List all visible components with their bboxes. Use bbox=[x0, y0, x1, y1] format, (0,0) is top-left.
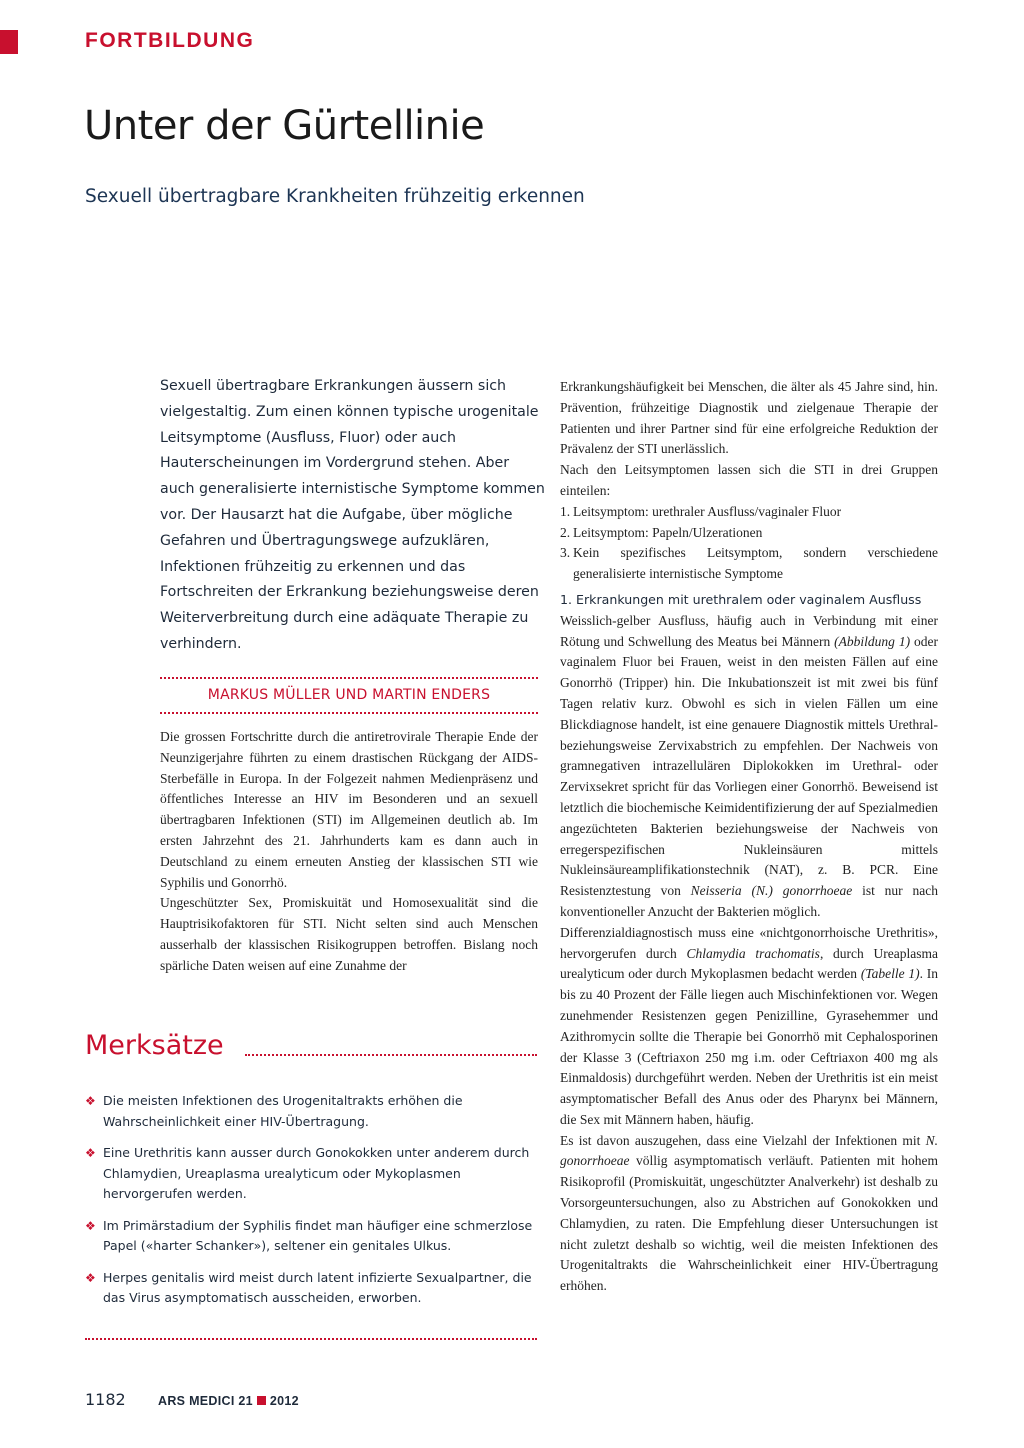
merksatz-text: Im Primärstadium der Syphilis findet man häufiger eine schmerzlose Papel («harter Schanker»), seltener ein genitales Ulkus. bbox=[103, 1217, 533, 1253]
symptom-group-item: 2. Leitsymptom: Papeln/Ulzerationen bbox=[560, 524, 763, 540]
merksaetze-list bbox=[85, 1091, 540, 1320]
species-name: Chlamydia trachomatis bbox=[686, 945, 820, 961]
authors-divider-top bbox=[160, 677, 538, 679]
body-paragraph: Ungeschützter Sex, Promiskuität und Homosexualität sind die Hauptrisikofaktoren für STI. Nicht selten sind auch Menschen ausserhalb der klassischen Risikogruppen betroffen. Bislang noch spärliche Daten weisen auf eine Zunahme der bbox=[160, 895, 538, 973]
body-paragraph: Erkrankungshäufigkeit bei Menschen, die älter als 45 Jahre sind, hin. Prävention, frühzeitige Diagnostik und zielgenaue Therapie der Patienten und ihrer Partner sind für eine erfolgreiche Reduktion der Prävalenz der STI unerlässlich. bbox=[560, 379, 938, 457]
section-color-marker bbox=[0, 30, 18, 54]
page-number: 1182 bbox=[85, 1390, 126, 1409]
body-paragraph: Die grossen Fortschritte durch die antiretrovirale Therapie Ende der Neunzigerjahre führten zu einem drastischen Rückgang der AIDS-Sterbefälle in Europa. In der Folgezeit nahmen Medienpräsenz und öffentliches Interesse an HIV im Besonderen und an sexuell übertragbaren Infektionen (STI) im Allgemeinen deutlich ab. Im ersten Jahrzehnt des 21. Jahrhunderts kam es dann auch in Deutschland zu einem erneuten Anstieg der klassischen STI wie Syphilis und Gonorrhö. bbox=[160, 729, 538, 890]
article-title: Unter der Gürtellinie bbox=[84, 103, 485, 149]
diamond-bullet-icon: ❖ bbox=[85, 1218, 96, 1233]
merksaetze-title-dots bbox=[245, 1054, 537, 1056]
merksatz-item bbox=[85, 1143, 540, 1205]
body-paragraph: Nach den Leitsymptomen lassen sich die STI in drei Gruppen einteilen: bbox=[560, 462, 938, 498]
authors-divider-bottom bbox=[160, 712, 538, 714]
article-authors: MARKUS MÜLLER UND MARTIN ENDERS bbox=[207, 687, 491, 703]
symptom-groups-list bbox=[560, 502, 938, 585]
body-paragraph: Weisslich-gelber Ausfluss, häufig auch in Verbindung mit einer Rötung und Schwellung des Meatus bei Männern (Abbildung 1) oder vaginalem Fluor bei Frauen, weist in den meisten Fällen auf eine Gonorrhö (Tripper) hin. Die Inkubationszeit ist mit zwei bis fünf Tagen relativ kurz. Obwohl es sich in vielen Fällen um eine Blickdiagnose handelt, ist eine genauere Diagnostik mittels Urethral- beziehungsweise Zervixabstrich zu empfehlen. Der Nachweis von gramnegativen intrazellulären Diplokokken im Urethral- oder Zervixsekret spricht für das Vorliegen einer Gonorrhö. Beweisend ist letztlich die biochemische Keimidentifizierung der auf Spezialmedien angezüchteten Bakterien beziehungsweise der Nachweis von erregerspezifischen Nukleinsäuren mittels Nukleinsäureamplifikationstechnik (NAT), z. B. PCR. Eine Resistenztestung von Neisseria (N.) gonorrhoeae ist nur nach konventioneller Anzucht der Bakterien möglich. bbox=[560, 612, 938, 919]
diamond-bullet-icon: ❖ bbox=[85, 1146, 96, 1160]
symptom-group-item: 1. Leitsymptom: urethraler Ausfluss/vaginaler Fluor bbox=[560, 503, 842, 519]
merksatz-item bbox=[85, 1216, 540, 1257]
section-label: FORTBILDUNG bbox=[85, 29, 255, 52]
merksaetze-divider-bottom bbox=[85, 1338, 537, 1340]
square-separator-icon bbox=[257, 1396, 266, 1405]
merksatz-item bbox=[85, 1091, 540, 1132]
diamond-bullet-icon: ❖ bbox=[85, 1270, 96, 1285]
species-name: N. gonorrhoeae bbox=[560, 1132, 938, 1169]
journal-footer bbox=[158, 1394, 299, 1408]
figure-reference: (Abbildung 1) bbox=[834, 633, 911, 649]
merksatz-text: Herpes genitalis wird meist durch latent infizierte Sexualpartner, die das Virus asymptomatisch ausscheiden, erworben. bbox=[103, 1269, 532, 1305]
diamond-bullet-icon: ❖ bbox=[85, 1094, 96, 1108]
merksaetze-title: Merksätze bbox=[85, 1030, 224, 1061]
journal-year: 2012 bbox=[269, 1394, 299, 1408]
article-subtitle: Sexuell übertragbare Krankheiten frühzeitig erkennen bbox=[85, 186, 585, 207]
merksatz-text: Eine Urethritis kann ausser durch Gonokokken unter anderem durch Chlamydien, Ureaplasma urealyticum oder Mykoplasmen hervorgerufen werden. bbox=[103, 1145, 530, 1201]
merksatz-text: Die meisten Infektionen des Urogenitaltrakts erhöhen die Wahrscheinlichkeit einer HIV-Übertragung. bbox=[103, 1093, 463, 1129]
section-heading: 1. Erkrankungen mit urethralem oder vaginalem Ausfluss bbox=[560, 591, 922, 607]
body-column-left bbox=[160, 727, 538, 977]
article-lead: Sexuell übertragbare Erkrankungen äussern sich vielgestaltig. Zum einen können typische urogenitale Leitsymptome (Ausfluss, Fluor) oder auch Hauterscheinungen im Vordergrund stehen. Aber auch generalisierte internistische Symptome kommen vor. Der Hausarzt hat die Aufgabe, über mögliche Gefahren und Übertragungswege aufzuklären, Infektionen frühzeitig zu erkennen und das Fortschreiten der Erkrankung beziehungsweise deren Weiterverbreitung durch eine adäquate Therapie zu verhindern. bbox=[160, 378, 545, 652]
merksatz-item bbox=[85, 1268, 540, 1309]
symptom-group-item: 3. Kein spezifisches Leitsymptom, sondern verschiedene generalisierte internistische Symptome bbox=[560, 545, 938, 582]
body-paragraph: Es ist davon auszugehen, dass eine Vielzahl der Infektionen mit N. gonorrhoeae völlig asymptomatisch verläuft. Patienten mit hohem Risikoprofil (Promiskuität, ungeschützter Analverkehr) ist deshalb zu Vorsorgeuntersuchungen, also zu Abstrichen auf Gonokokken und Chlamydien, zu raten. Die Empfehlung dieser Untersuchungen ist nicht zuletzt deshalb so wichtig, weil die meisten Infektionen des Urogenitaltrakts die Wahrscheinlichkeit einer HIV-Übertragung erhöhen. bbox=[560, 1132, 938, 1294]
journal-name: ARS MEDICI 21 bbox=[158, 1394, 253, 1408]
table-reference: (Tabelle 1) bbox=[860, 966, 920, 982]
species-name: Neisseria (N.) gonorrhoeae bbox=[690, 883, 853, 899]
body-paragraph: Differenzialdiagnostisch muss eine «nichtgonorrhoische Urethritis», hervorgerufen durch Chlamydia trachomatis, durch Ureaplasma urealyticum oder durch Mykoplasmen bedacht werden (Tabelle 1). In bis zu 40 Prozent der Fälle liegen auch Mischinfektionen vor. Wegen zunehmender Resistenzen gegen Penizilline, Gyrasehemmer und Azithromycin sollte die Therapie bei Gonorrhö mit Cephalosporinen der Klasse 3 (Ceftriaxon 250 mg i.m. oder Ceftriaxon 400 mg als Einmaldosis) durchgeführt werden. Neben der Urethritis ist ein meist asymptomatischer Befall des Anus oder des Pharynx bei Männern, die Sex mit Männern haben, häufig. bbox=[560, 924, 938, 1127]
body-column-right bbox=[560, 377, 938, 1297]
